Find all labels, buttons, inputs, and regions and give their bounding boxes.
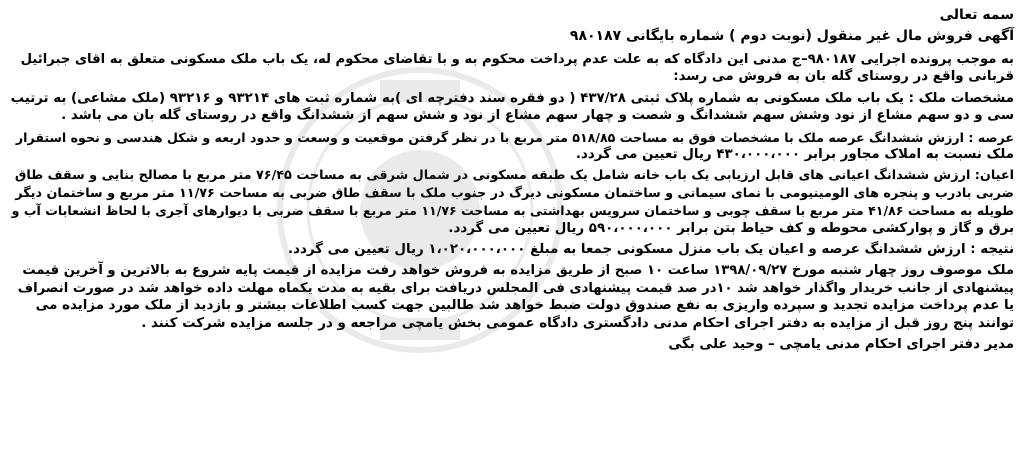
buildings-valuation-paragraph bbox=[10, 167, 1014, 237]
land-line: ملک نسبت به املاک مجاور برابر ۴۳۰،۰۰۰،۰۰۰ ریال تعیین می گردد. bbox=[575, 147, 1014, 163]
intro-line: قربانی واقع در روستای گله بان به فروش می رسد: bbox=[673, 69, 1014, 85]
buildings-line: برق و گاز و پوارکشی محوطه و کف حیاط بتن برابر ۵۹۰،۰۰۰،۰۰۰ ریال تعیین می گردد. bbox=[448, 220, 1014, 236]
land-valuation-paragraph bbox=[10, 129, 1014, 164]
land-line: عرصه : ارزش ششدانگ عرصه ملک با مشخصات فوق به مساحت ۵۱۸/۸۵ متر مربع با در نظر گرفتن موقعیت و وسعت و حدود اربعه و شکل هندسی و نحوه استقرار bbox=[15, 129, 1014, 145]
opening-line: سمه تعالی bbox=[939, 7, 1014, 23]
result-line: نتیجه : ارزش ششدانگ عرصه و اعیان یک باب منزل مسکونی جمعا به مبلغ ۱،۰۲۰،۰۰۰،۰۰۰ ریال تعیین می گردد. bbox=[288, 242, 1014, 258]
buildings-line: طویله به مساحت ۴۱/۸۶ متر مربع با سقف چوبی و ساختمان سرویس بهداشتی به مساحت ۱۱/۷۶ متر مربع با سقف ضربی با دیوارهای آجری با لحاظ انشعابات آب و bbox=[11, 203, 1014, 219]
auction-line: یا عدم پرداخت مزایده تجدید و سپرده واریزی به نفع صندوق دولت ضبط خواهد شد طالبین جهت کسب اطلاعات بیشتر و بازدید از ملک مورد مزایده می bbox=[35, 298, 1014, 314]
property-specs-paragraph bbox=[10, 90, 1014, 125]
auction-paragraph bbox=[10, 262, 1014, 332]
intro-line: به موجب پرونده اجرایی ۹۸۰۱۸۷–ج مدنی این دادگاه که به علت عدم پرداخت محکوم به و با تقاضای محکوم له، یک باب ملک مسکونی متعلق به اقای جبرائیل bbox=[20, 52, 1014, 67]
signature-line: مدیر دفتر اجرای احکام مدنی یامچی – وحید علی بگی bbox=[668, 337, 1014, 353]
buildings-line: اعیان: ارزش ششدانگ اعیانی های قابل ارزیابی یک باب خانه شامل یک طبقه مسکونی در شمال شرقی به مساحت ۷۶/۴۵ متر مربع با مصالح بنایی و سقف طاق bbox=[14, 168, 1014, 184]
auction-line: پیشنهادی از جانب خریدار واگذار خواهد شد ۱۰در صد قیمت پیشنهادی فی المجلس دریافت برای بقیه به مدت یکماه مهلت داده خواهد شد در صورت انصراف bbox=[17, 280, 1014, 296]
buildings-line: ضربی بادرب و پنجره های الومینیومی با نمای سیمانی و ساختمان مسکونی دیرگ در جنوب ملک با سقف طاق ضربی به مساحت ۱۱/۷۶ متر مربع و ساختمان دیگر bbox=[15, 185, 1014, 201]
intro-paragraph bbox=[10, 51, 1014, 86]
auction-line: توانند پنج روز قبل از مزایده به دفتر اجرای احکام مدنی دادگستری دادگاه عمومی بخش یامچی مراجعه و در جلسه مزایده شرکت کنند . bbox=[141, 315, 1014, 331]
specs-line: سی و دو سهم مشاع از نود وشش سهم ششدانگ و شصت و چهار سهم مشاع از نود و شش سهم از ششدانگ واقع در روستای گله بان می باشد . bbox=[61, 108, 1014, 124]
specs-line: مشخصات ملک : یک باب ملک مسکونی به شماره پلاک ثبتی ۴۳۷/۲۸ ( دو فقره سند دفترچه ای )به شماره ثبت های ۹۳۲۱۴ و ۹۳۲۱۶ (ملک مشاعی) به ترتیب bbox=[10, 90, 1014, 106]
notice-title: آگهی فروش مال غیر منقول (نوبت دوم ) شماره بایگانی ۹۸۰۱۸۷ bbox=[569, 28, 1014, 44]
auction-line: ملک موصوف روز چهار شنبه مورخ ۱۳۹۸/۰۹/۲۷ ساعت ۱۰ صبح از طریق مزایده به فروش خواهد رفت مزایده از قیمت پایه شروع به بالاترین و آخرین قیمت bbox=[22, 263, 1014, 279]
